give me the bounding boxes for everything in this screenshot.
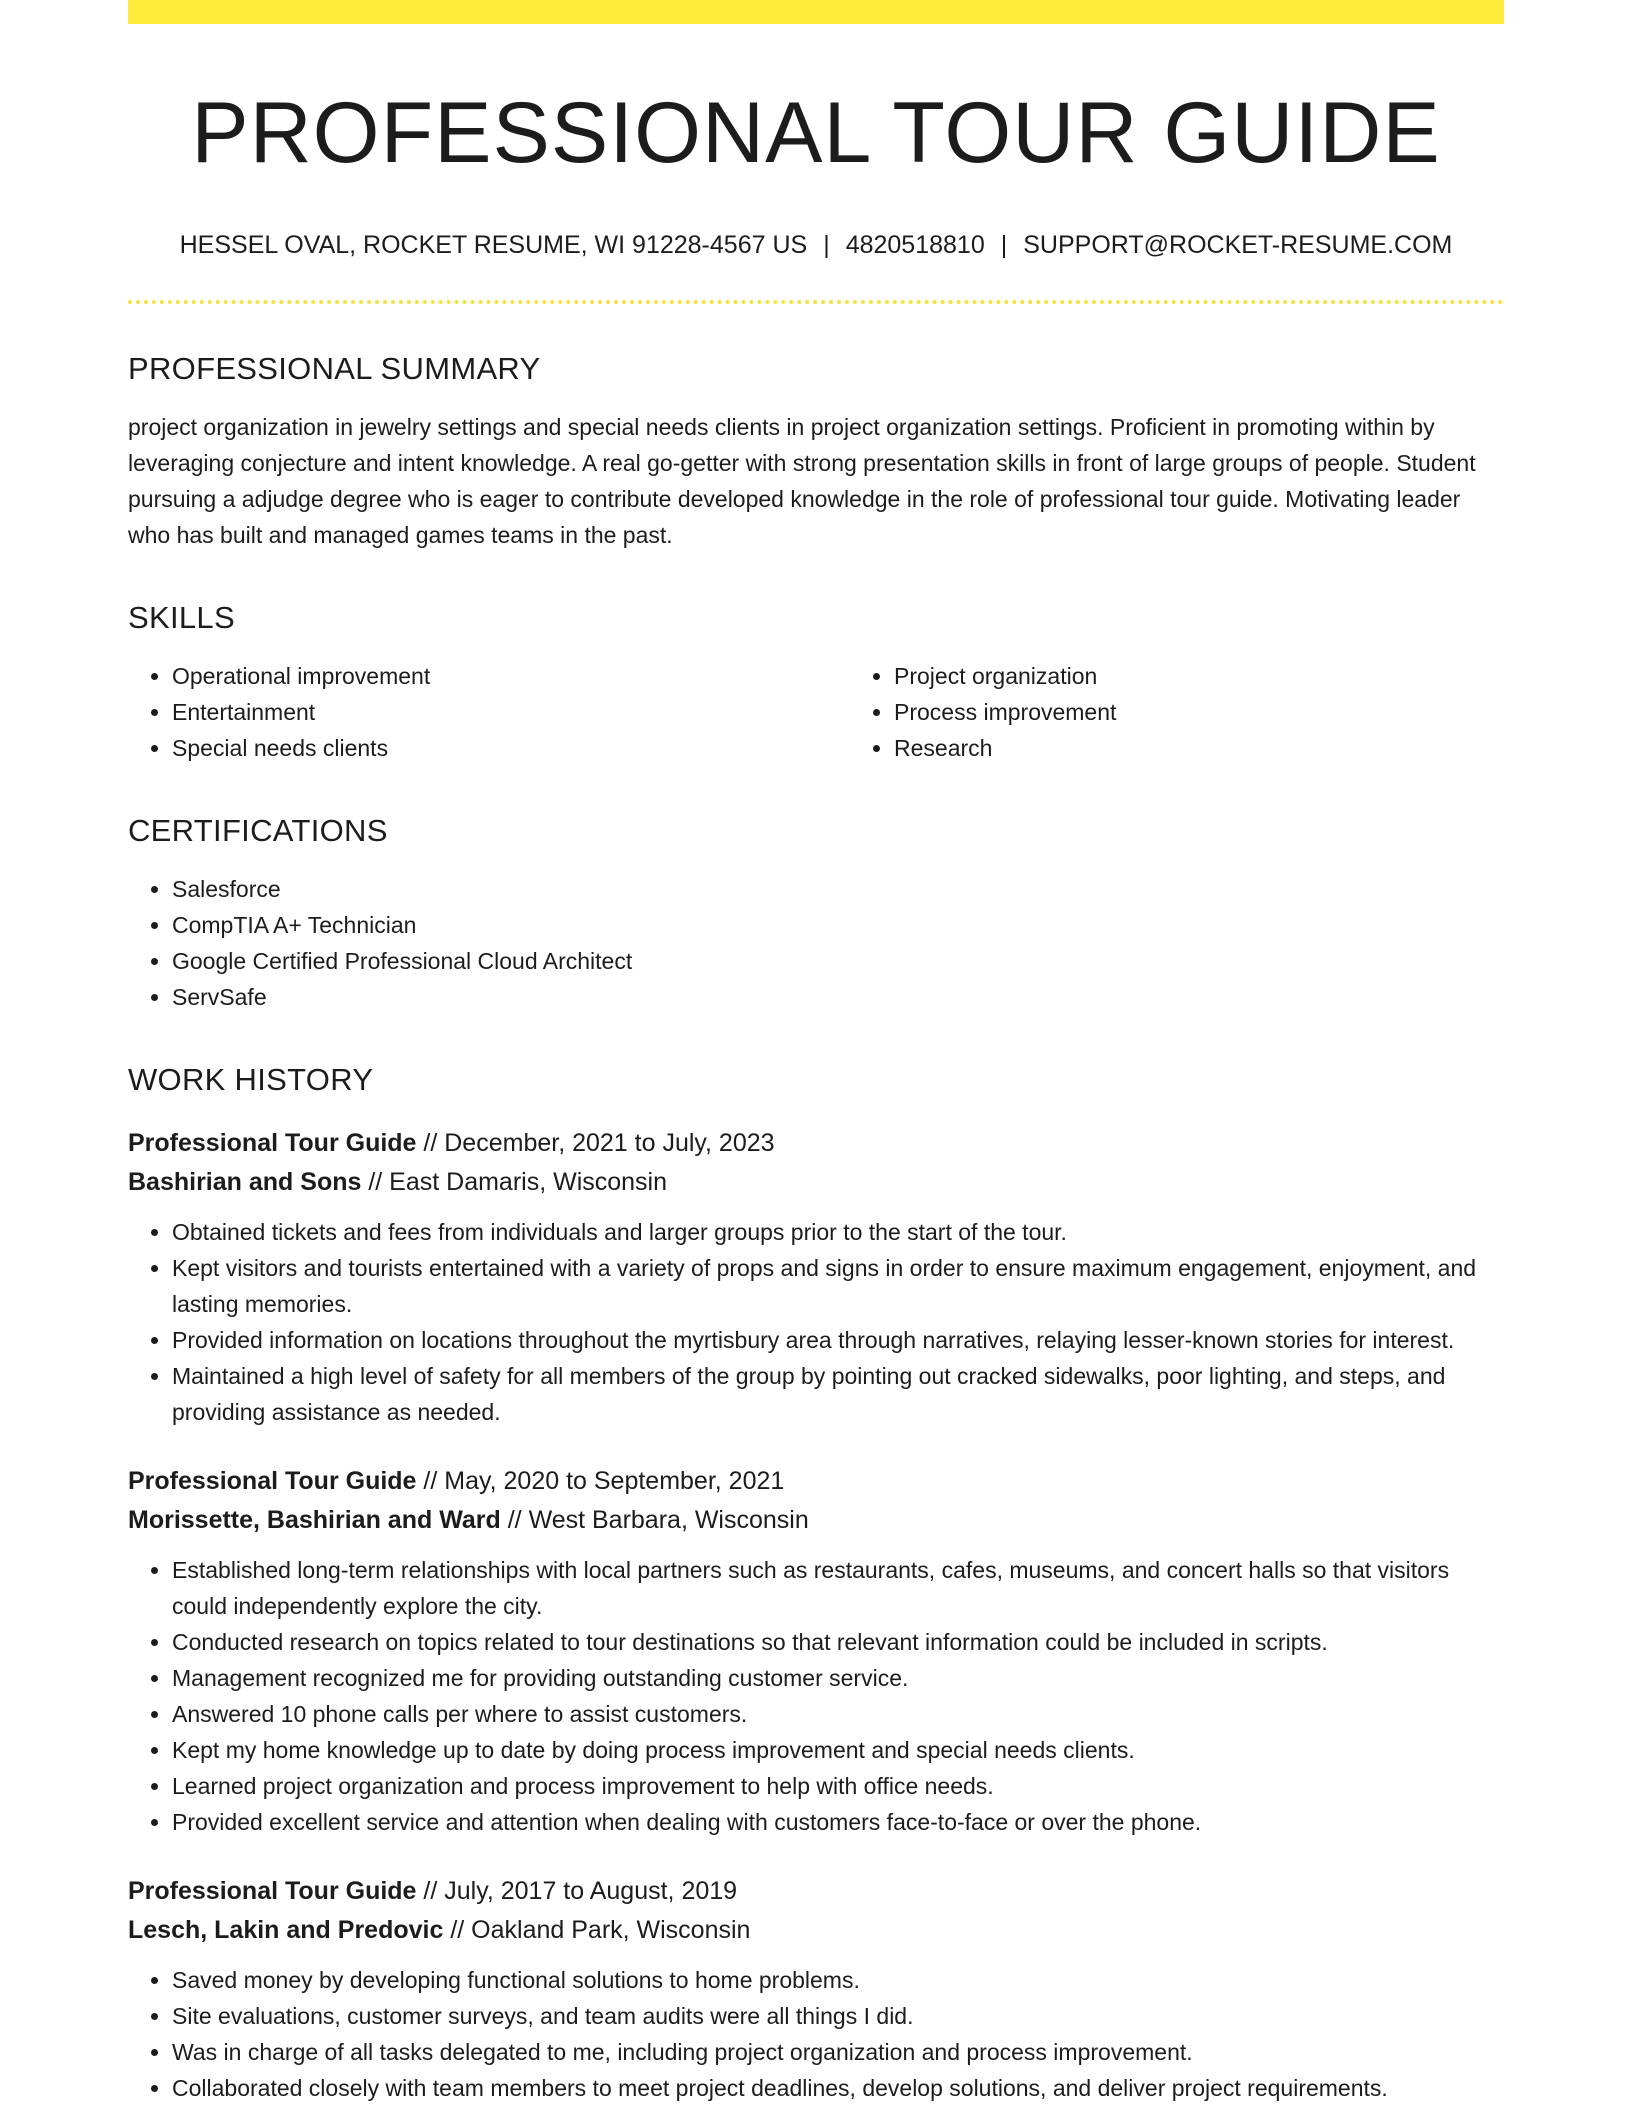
job-entry	[128, 1124, 1504, 1430]
job-location: // West Barbara, Wisconsin	[500, 1506, 809, 1535]
summary-text: project organization in jewelry settings and special needs clients in project organization settings. Proficient in promoting within by leveraging conjecture and intent knowledge. A real go-getter with strong presentation skills in front of large groups of people. Student pursuing a adjudge degree who is eager to contribute developed knowledge in the role of professional tour guide. Motivating leader who has built and managed games teams in the past.	[128, 413, 1476, 548]
skill-item: • Research	[894, 730, 1504, 766]
skills-column-left	[128, 658, 850, 766]
job-bullets	[128, 1214, 1504, 1430]
job-company: Morissette, Bashirian and Ward	[128, 1506, 501, 1535]
job-bullet: • Maintained a high level of safety for all members of the group by pointing out cracked sidewalks, poor lighting, and steps, and providing assistance as needed.	[172, 1358, 1504, 1430]
contact-line	[128, 229, 1504, 262]
contact-separator: |	[1000, 231, 1008, 260]
job-bullet: • Answered 10 phone calls per where to assist customers.	[172, 1696, 1504, 1732]
contact-email: SUPPORT@ROCKET-RESUME.COM	[1023, 231, 1453, 260]
resume-content	[128, 0, 1504, 2106]
job-bullet: • Obtained tickets and fees from individuals and larger groups prior to the start of the tour.	[172, 1214, 1504, 1250]
job-title-line	[128, 1124, 1504, 1163]
skills-heading: SKILLS	[128, 599, 235, 635]
certification-item: • Google Certified Professional Cloud Architect	[172, 943, 1504, 979]
skill-item: • Project organization	[894, 658, 1504, 694]
job-entry	[128, 1462, 1504, 1840]
work-history-heading: WORK HISTORY	[128, 1062, 374, 1098]
skill-item: • Special needs clients	[172, 730, 850, 766]
contact-phone: 4820518810	[845, 231, 985, 260]
job-role: Professional Tour Guide	[128, 1467, 417, 1496]
job-bullet: • Established long-term relationships with local partners such as restaurants, cafes, museums, and concert halls so that visitors could independently explore the city.	[172, 1552, 1504, 1624]
certification-item: • ServSafe	[172, 979, 1504, 1015]
accent-bar	[128, 0, 1504, 24]
job-location: // Oakland Park, Wisconsin	[443, 1916, 751, 1945]
skill-item: • Entertainment	[172, 694, 850, 730]
skill-item: • Operational improvement	[172, 658, 850, 694]
job-role: Professional Tour Guide	[128, 1129, 417, 1158]
job-bullet: • Provided information on locations throughout the myrtisbury area through narratives, relaying lesser-known stories for interest.	[172, 1322, 1504, 1358]
dotted-divider	[128, 300, 1504, 304]
job-title-line	[128, 1462, 1504, 1501]
skills-column-right	[850, 658, 1504, 766]
job-entry	[128, 1872, 1504, 2106]
job-bullet: • Management recognized me for providing outstanding customer service.	[172, 1660, 1504, 1696]
certifications-heading: CERTIFICATIONS	[128, 813, 388, 849]
job-bullet: • Conducted research on topics related to tour destinations so that relevant information could be included in scripts.	[172, 1624, 1504, 1660]
job-bullet: • Kept my home knowledge up to date by doing process improvement and special needs clients.	[172, 1732, 1504, 1768]
job-bullet: • Site evaluations, customer surveys, and team audits were all things I did.	[172, 1998, 1504, 2034]
job-company: Lesch, Lakin and Predovic	[128, 1916, 444, 1945]
job-bullet: • Provided excellent service and attention when dealing with customers face-to-face or over the phone.	[172, 1804, 1504, 1840]
certification-item: • Salesforce	[172, 871, 1504, 907]
job-bullet: • Collaborated closely with team members to meet project deadlines, develop solutions, and deliver project requirements.	[172, 2070, 1504, 2106]
job-dates: // July, 2017 to August, 2019	[416, 1877, 738, 1906]
job-title-line	[128, 1872, 1504, 1911]
certification-item: • CompTIA A+ Technician	[172, 907, 1504, 943]
job-company-line	[128, 1911, 1504, 1950]
job-bullet: • Saved money by developing functional solutions to home problems.	[172, 1962, 1504, 1998]
job-bullet: • Kept visitors and tourists entertained with a variety of props and signs in order to ensure maximum engagement, enjoyment, and lasting memories.	[172, 1250, 1504, 1322]
job-company: Bashirian and Sons	[128, 1168, 362, 1197]
job-bullet: • Learned project organization and process improvement to help with office needs.	[172, 1768, 1504, 1804]
certifications-list	[128, 871, 1504, 1015]
skills-list	[128, 658, 1504, 766]
summary-heading: PROFESSIONAL SUMMARY	[128, 350, 541, 386]
job-bullet: • Was in charge of all tasks delegated to me, including project organization and process improvement.	[172, 2034, 1504, 2070]
contact-address: HESSEL OVAL, ROCKET RESUME, WI 91228-4567 US	[179, 231, 808, 260]
job-bullets	[128, 1552, 1504, 1840]
job-dates: // May, 2020 to September, 2021	[416, 1467, 785, 1496]
contact-separator: |	[823, 231, 830, 260]
skill-item: • Process improvement	[894, 694, 1504, 730]
job-bullets	[128, 1962, 1504, 2106]
job-location: // East Damaris, Wisconsin	[361, 1168, 668, 1197]
job-company-line	[128, 1163, 1504, 1202]
resume-title: PROFESSIONAL TOUR GUIDE	[191, 85, 1441, 181]
job-dates: // December, 2021 to July, 2023	[416, 1129, 775, 1158]
job-role: Professional Tour Guide	[128, 1877, 417, 1906]
job-company-line	[128, 1501, 1504, 1540]
